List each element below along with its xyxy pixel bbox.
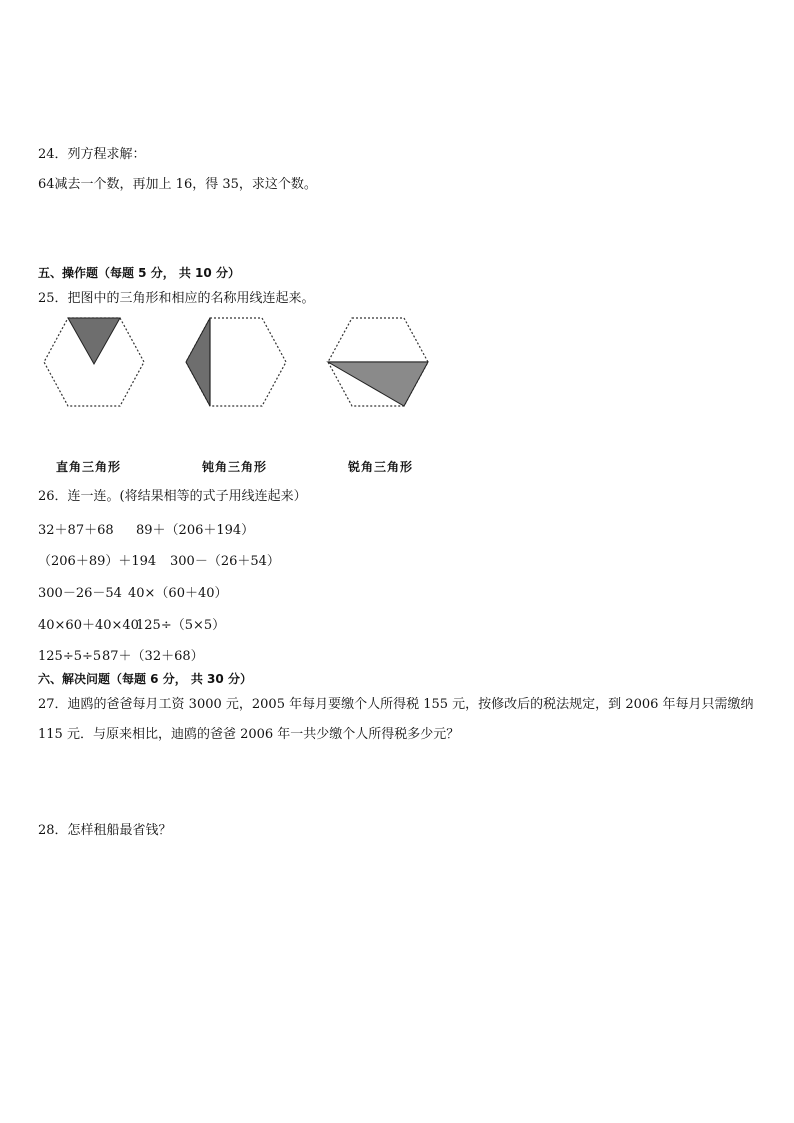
expression-left: 300－26－54	[38, 586, 122, 601]
expression-right: 125÷（5×5）	[136, 618, 226, 633]
q26-title: 26．连一连。(将结果相等的式子用线连起来）	[38, 489, 307, 504]
q27-text: 27．迪鸥的爸爸每月工资 3000 元，2005 年每月要缴个人所得税 155 元，按修改后的税法规定，到 2006 年每月只需缴纳 115 元．与原来相比，迪鸥的爸爸 2006 年一共少缴个人所得税多少元？	[38, 697, 754, 742]
expression-row	[38, 582, 228, 601]
expression-left: 125÷5÷5	[38, 649, 102, 664]
expression-left: （206＋89）＋194	[38, 554, 157, 569]
label-right-triangle: 直角三角形	[56, 460, 122, 474]
section6-heading: 六、解决问题（每题 6 分， 共 30 分）	[38, 672, 252, 686]
expression-right: 87＋（32＋68）	[102, 649, 204, 664]
expression-row	[38, 550, 280, 569]
section5-heading: 五、操作题（每题 5 分， 共 10 分）	[38, 266, 240, 280]
q24-title: 24．列方程求解：	[38, 147, 146, 162]
label-obtuse-triangle: 钝角三角形	[202, 460, 268, 474]
expression-row	[38, 519, 254, 538]
q25-title: 25．把图中的三角形和相应的名称用线连起来。	[38, 291, 315, 306]
expression-right: 300－（26＋54）	[170, 554, 280, 569]
expression-left: 40×60＋40×40	[38, 618, 139, 633]
q28-title: 28．怎样租船最省钱？	[38, 823, 172, 838]
expression-row	[38, 614, 225, 633]
hexagon-right-shaded	[326, 316, 430, 408]
triangle-figure	[38, 312, 438, 482]
label-acute-triangle: 锐角三角形	[348, 460, 414, 474]
hexagon-obtuse-shaded	[184, 316, 288, 408]
expression-right: 89＋（206＋194）	[136, 523, 255, 538]
expression-left: 32＋87＋68	[38, 523, 114, 538]
q24-text: 64减去一个数，再加上 16，得 35，求这个数。	[38, 177, 317, 192]
expression-row	[38, 645, 204, 664]
hexagon-acute-shaded	[42, 316, 146, 408]
expression-right: 40×（60＋40）	[128, 586, 228, 601]
